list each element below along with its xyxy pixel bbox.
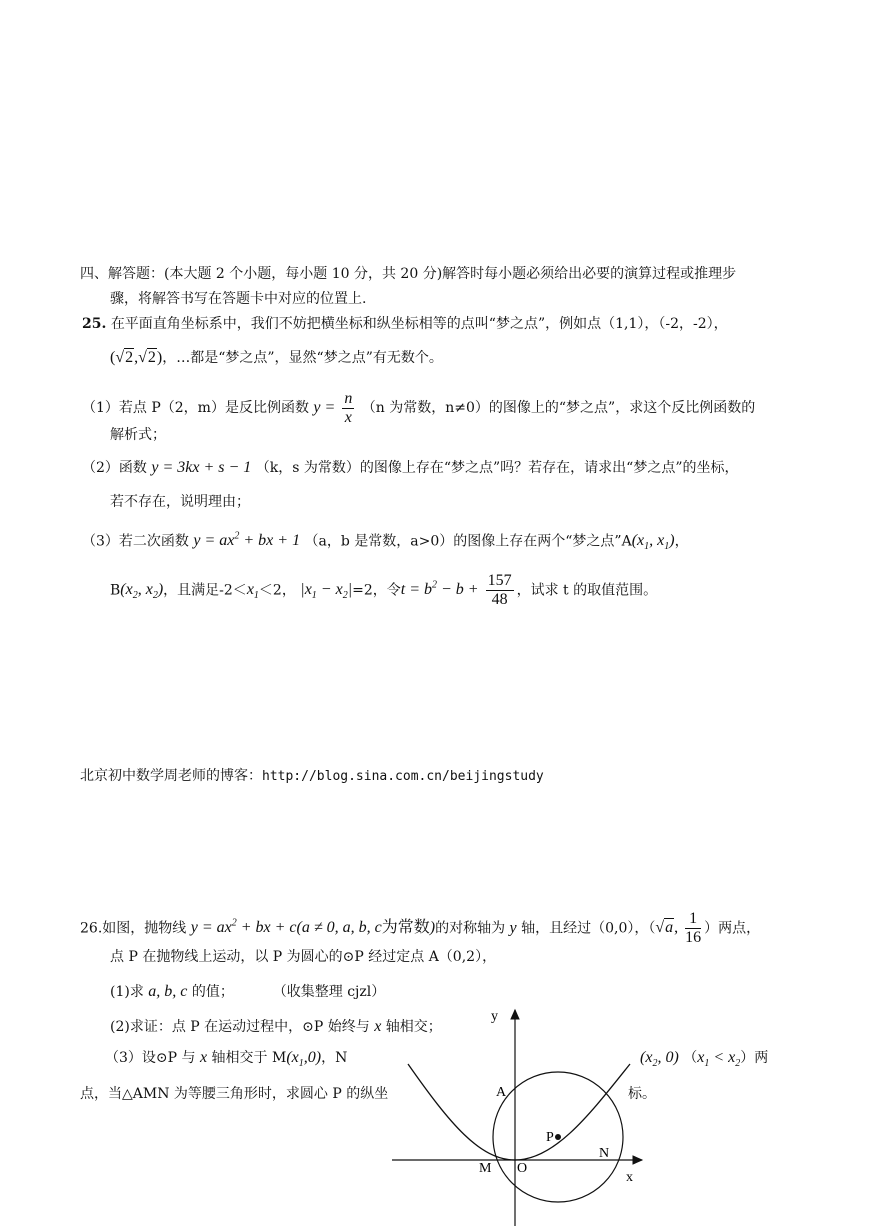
q25-part2-mid: （k，s 为常数）的图像上存在“梦之点”吗？若存在，请求出“梦之点”的坐标， (255, 460, 739, 476)
label-o: O (517, 1161, 528, 1176)
q26-part2-a: (2)求证：点 P 在运动过程中，⊙P 始终与 (110, 1019, 370, 1035)
q25-part3-prefix: （3）若二次函数 (82, 533, 189, 550)
q25-intro-line2-text: ，…都是“梦之点”，显然“梦之点”有无数个。 (162, 350, 443, 366)
section-header-line1: 四、解答题：(本大题 2 个小题，每小题 10 分，共 20 分)解答时每小题必须给出必要的演算过程或推理步 (80, 266, 737, 282)
q26-frac-den: 16 (685, 929, 702, 947)
q26-point: √a, $\frac{1}{16}$ (655, 910, 702, 947)
q26-part3-right (640, 1048, 768, 1074)
section-header-line2: 骤，将解答书写在答题卡中对应的位置上. (110, 291, 367, 307)
q25-part2-line2: 若不存在，说明理由； (110, 494, 250, 510)
q26-line2: 点 P 在抛物线上运动，以 P 为圆心的⊙P 经过定点 A（0,2）， (110, 949, 497, 965)
label-p: P (546, 1130, 554, 1145)
q26-line1-b: 的对称轴为 (435, 920, 506, 937)
n-coords: ($x_2$, 0) (640, 1049, 679, 1070)
q26-line1-a: 如图，抛物线 (102, 920, 187, 937)
q25-part3-b: B (110, 582, 121, 599)
y-symbol: y (509, 919, 517, 937)
t-formula: $t = b^2 - b$ + $\frac{157}{48}$ (400, 572, 512, 609)
q25-part3-cond-a: ，且满足-2＜ (163, 582, 247, 599)
q26-part1-a: (1)求 (110, 984, 144, 1000)
q25-part3-formula: $y = ax^2$ + bx + 1 (193, 531, 301, 550)
q25-part1-line2: 解析式； (110, 427, 166, 443)
label-a: A (496, 1085, 507, 1100)
q25-part1-line1 (82, 390, 755, 427)
blog-line (80, 766, 544, 787)
q26-frac-num: 1 (685, 910, 701, 929)
q26-part3-right-a: （ (683, 1050, 698, 1066)
sqrt2-point: (√2,√2) (110, 349, 163, 366)
x-symbol: x (374, 1018, 382, 1035)
q25-part3-cond-c: ＜2， (258, 582, 296, 599)
q26-part3-a: （3）设⊙P 与 (105, 1050, 196, 1066)
q26-line1-c: 轴，且经过（0,0），（ (521, 920, 656, 937)
blog-url[interactable]: http://blog.sina.com.cn/beijingstudy (262, 769, 544, 784)
blog-label: 北京初中数学周老师的博客： (80, 768, 262, 784)
q26-number: 26. (80, 920, 103, 937)
q25-part1-mid: （n 为常数，n≠0）的图像上的“梦之点”，求这个反比例函数的 (361, 400, 756, 417)
q26-part3-right-b: ）两 (740, 1050, 769, 1066)
label-n: N (599, 1146, 610, 1161)
q25-part2-formula: y = 3kx + s − 1 (151, 459, 252, 476)
q26-part2-b: 轴相交； (385, 1019, 442, 1035)
abs-diff: $|x_1 - x_2|$ (300, 581, 353, 602)
label-m: M (479, 1161, 492, 1176)
q26-part1 (110, 982, 385, 1002)
q25-part2-line1 (82, 458, 739, 478)
abc-symbols: a, b, c (148, 983, 188, 1000)
q26-part3-line2-right: 标。 (628, 1086, 656, 1102)
point-a-coords: ($x_1$, $x_1$) (631, 532, 675, 553)
q25-part3-cond-d: =2，令 (352, 582, 401, 599)
point-b-coords: ($x_2$, $x_2$) (120, 581, 164, 602)
q26-part3-c: ，N (321, 1050, 348, 1066)
m-coords: $(x_1,0)$ (286, 1049, 322, 1070)
q25-part3-line2 (110, 568, 657, 615)
x-symbol-2: x (199, 1049, 208, 1066)
t-frac-den: 48 (491, 591, 508, 609)
q25-part3-cond-e: ，试求 t 的取值范围。 (516, 582, 658, 599)
q26-part3-left (105, 1048, 347, 1074)
q26-part3-b: 轴相交于 M (211, 1050, 287, 1066)
q26-part1-b: 的值； (191, 984, 234, 1000)
q25-part1-formula: y = $\frac{n}{x}$ (313, 390, 353, 426)
q25-part3-line1: （3）若二次函数 $y = ax^2$ + bx + 1 （a，b 是常数，a>0）的图像上存在两个“梦之点$”A(x_1$, $x_1$)， (82, 531, 689, 553)
q26-line1-d: ）两点， (704, 920, 761, 937)
q25-part3-mid: （a，b 是常数，a>0）的图像上存在两个“梦之点”A (304, 533, 632, 550)
q25-part2-prefix: （2）函数 (82, 460, 147, 476)
label-y: y (491, 1009, 498, 1024)
parabola-curve (408, 1064, 630, 1160)
q25-intro-line1 (82, 314, 728, 334)
q26-part1-note: （收集整理 cjzl） (272, 984, 386, 1000)
t-frac-num: 157 (487, 572, 512, 590)
q25-part1-prefix: （1）若点 P（2，m）是反比例函数 (82, 400, 309, 417)
q26-part3-line2-left: 点，当△AMN 为等腰三角形时，求圆心 P 的纵坐 (80, 1086, 389, 1102)
q25-intro-line2 (110, 348, 443, 368)
label-x: x (626, 1170, 633, 1185)
x1-lt-x2: $x_1 < x_2$ (697, 1049, 741, 1070)
q25-number: 25. (82, 316, 107, 332)
q25-intro-text: 在平面直角坐标系中，我们不妨把横坐标和纵坐标相等的点叫“梦之点”，例如点（1,1），（-2，-2）， (110, 316, 728, 332)
parabola-circle-figure (390, 1004, 650, 1226)
q26-parabola-formula: $y = ax^2$ + bx + c(a ≠ 0, a, b, c为常数) (190, 918, 436, 937)
x1-symbol: $x_1$ (246, 581, 259, 602)
point-p-dot (555, 1134, 561, 1140)
q26-line1 (80, 906, 760, 947)
